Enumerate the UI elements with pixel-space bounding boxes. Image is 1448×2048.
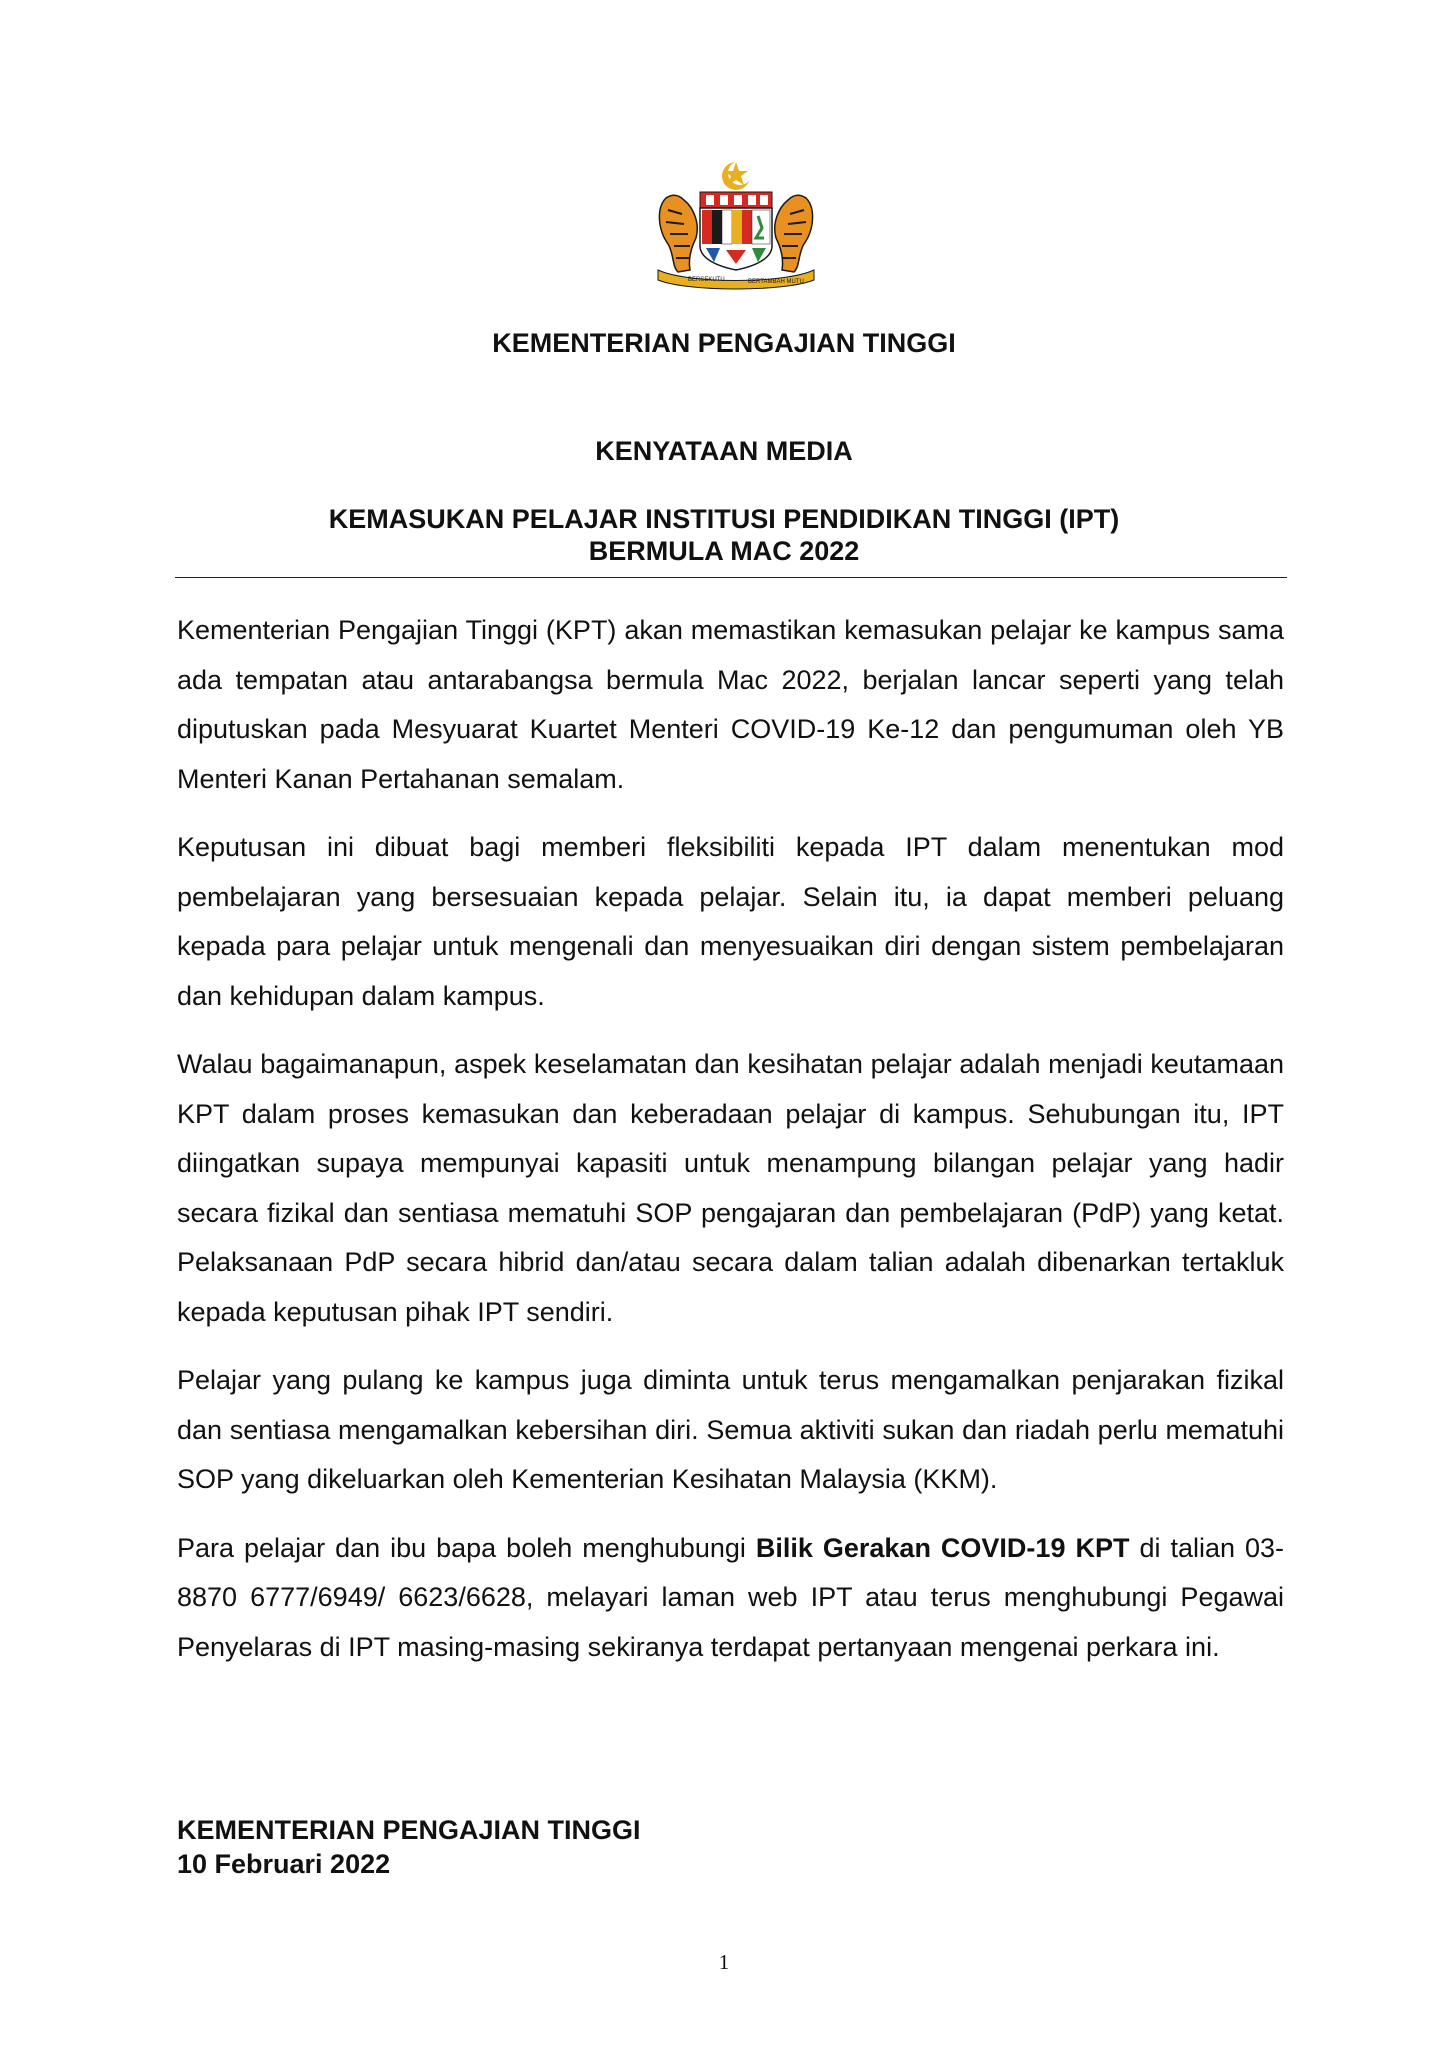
statement-title-line-2: BERMULA MAC 2022: [588, 536, 860, 566]
paragraph-4: Pelajar yang pulang ke kampus juga diminta untuk terus mengamalkan penjarakan fizikal dan sentiasa mengamalkan kebersihan diri. Semua aktiviti sukan dan riadah perlu mematuhi SOP yang dikeluarkan oleh Kementerian Kesihatan Malaysia (KKM).: [177, 1365, 1284, 1494]
statement-title: [0, 503, 1448, 567]
statement-title-line-1: KEMASUKAN PELAJAR INSTITUSI PENDIDIKAN TINGGI (IPT): [328, 504, 1120, 534]
paragraph-3: Walau bagaimanapun, aspek keselamatan dan kesihatan pelajar adalah menjadi keutamaan KPT dalam proses kemasukan dan keberadaan pelajar di kampus. Sehubungan itu, IPT diingatkan supaya mempunyai kapasiti untuk menampung bilangan pelajar yang hadir secara fizikal dan sentiasa mematuhi SOP pengajaran dan pembelajaran (PdP) yang ketat. Pelaksanaan PdP secara hibrid dan/atau secara dalam talian adalah dibenarkan tertakluk kepada keputusan pihak IPT sendiri.: [177, 1049, 1284, 1327]
statement-type-heading: KENYATAAN MEDIA: [595, 436, 853, 466]
signature-ministry: KEMENTERIAN PENGAJIAN TINGGI: [177, 1815, 641, 1845]
page-number: 1: [718, 1950, 730, 1974]
paragraph-2: Keputusan ini dibuat bagi memberi fleksibiliti kepada IPT dalam menentukan mod pembelajaran yang bersesuaian kepada pelajar. Selain itu, ia dapat memberi peluang kepada para pelajar untuk mengenali dan menyesuaikan diri dengan sistem pembelajaran dan kehidupan dalam kampus.: [177, 832, 1284, 1011]
ministry-heading: KEMENTERIAN PENGAJIAN TINGGI: [492, 328, 956, 358]
signature-block: [177, 1813, 641, 1881]
motto-right: BERTAMBAH MUTU: [748, 279, 804, 285]
paragraph-1: Kementerian Pengajian Tinggi (KPT) akan memastikan kemasukan pelajar ke kampus sama ada tempatan atau antarabangsa bermula Mac 2022, berjalan lancar seperti yang telah diputuskan pada Mesyuarat Kuartet Menteri COVID-19 Ke-12 dan pengumuman oleh YB Menteri Kanan Pertahanan semalam.: [177, 615, 1284, 794]
signature-date: 10 Februari 2022: [177, 1849, 391, 1879]
title-divider: [175, 577, 1287, 578]
paragraph-5-lead: Para pelajar dan ibu bapa boleh menghubungi: [177, 1532, 756, 1563]
hotline-name: Bilik Gerakan COVID-19 KPT: [755, 1532, 1130, 1563]
paragraph-5: [177, 1524, 1284, 1673]
malaysia-coat-of-arms-icon: [648, 158, 824, 292]
statement-body: [177, 606, 1284, 1691]
motto-left: BERSEKUTU: [688, 277, 725, 283]
paragraph-5-rest: di talian 03-8870 6777/6949/ 6623/6628, melayari laman web IPT atau terus menghubungi Pegawai Penyelaras di IPT masing-masing sekiranya terdapat pertanyaan mengenai perkara ini.: [177, 1532, 1285, 1662]
